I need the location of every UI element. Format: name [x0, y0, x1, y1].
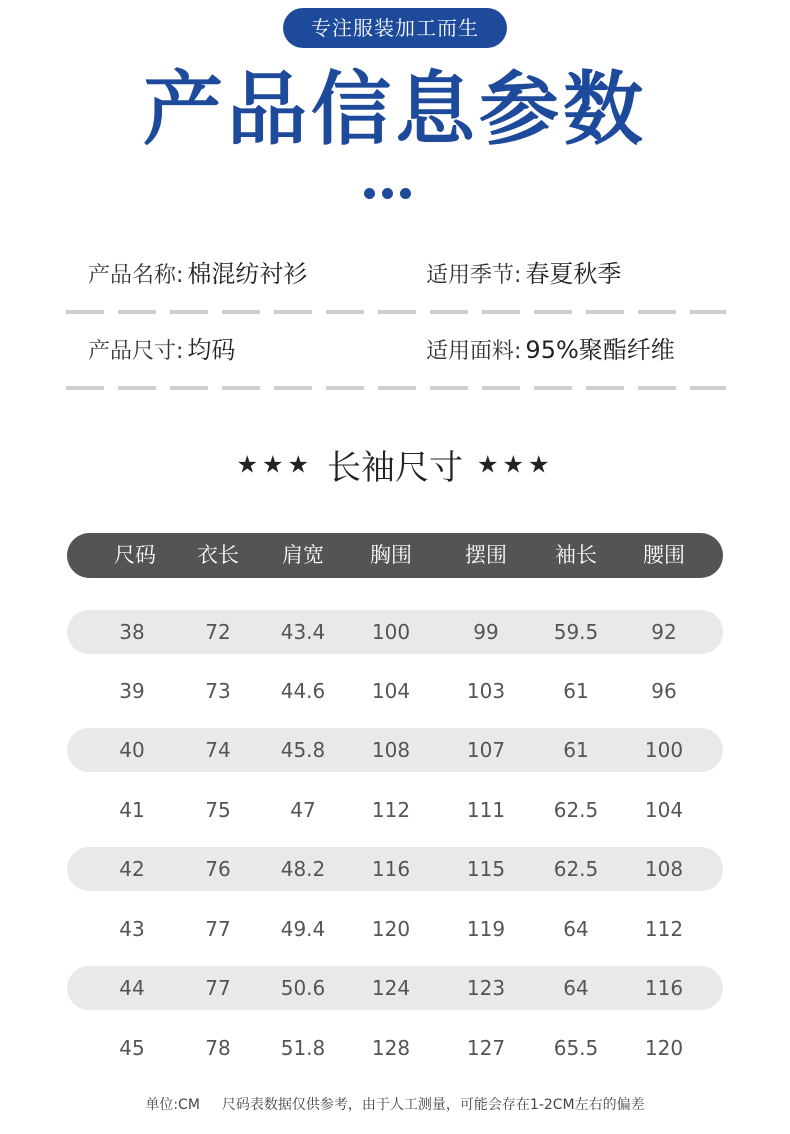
table-cell: 45.8	[280, 738, 326, 762]
product-size-field	[88, 320, 235, 380]
table-cell: 40	[119, 738, 145, 762]
table-cell: 77	[205, 917, 231, 941]
table-cell: 112	[371, 798, 411, 822]
table-cell: 64	[563, 976, 589, 1000]
table-row	[67, 728, 723, 772]
table-cell: 61	[563, 738, 589, 762]
dashed-divider	[66, 310, 726, 314]
season-label: 适用季节:	[426, 263, 522, 288]
header-shoulder: 肩宽	[282, 543, 324, 567]
table-cell: 127	[466, 1036, 506, 1060]
table-cell: 62.5	[553, 798, 599, 822]
table-row	[67, 966, 723, 1010]
table-cell: 47	[290, 798, 316, 822]
header-waist: 腰围	[643, 543, 685, 567]
star-icons-left: ★★★	[236, 450, 313, 479]
page-title: 产品信息参数	[143, 63, 647, 156]
product-name-label: 产品名称:	[88, 263, 184, 288]
disclaimer-note: 尺码表数据仅供参考，由于人工测量，可能会存在1-2CM左右的偏差	[221, 1097, 645, 1113]
section-title-text: 长袖尺寸	[327, 448, 463, 488]
table-cell: 64	[563, 917, 589, 941]
table-cell: 65.5	[553, 1036, 599, 1060]
table-cell: 107	[466, 738, 506, 762]
table-cell: 38	[119, 620, 145, 644]
section-heading	[0, 440, 790, 496]
table-cell: 41	[119, 798, 145, 822]
table-row	[67, 788, 723, 832]
table-cell: 75	[205, 798, 231, 822]
table-cell: 116	[371, 857, 411, 881]
table-cell: 39	[119, 679, 145, 703]
table-cell: 43.4	[280, 620, 326, 644]
table-cell: 100	[644, 738, 684, 762]
dot-icon	[382, 188, 393, 199]
header-hem: 摆围	[465, 543, 507, 567]
fabric-field	[426, 320, 675, 380]
table-row	[67, 907, 723, 951]
table-cell: 104	[371, 679, 411, 703]
table-cell: 120	[371, 917, 411, 941]
table-cell: 77	[205, 976, 231, 1000]
season-field	[426, 244, 621, 304]
table-cell: 49.4	[280, 917, 326, 941]
table-cell: 92	[651, 620, 677, 644]
table-row	[67, 669, 723, 713]
star-icons-right: ★★★	[477, 450, 554, 479]
table-cell: 59.5	[553, 620, 599, 644]
table-cell: 119	[466, 917, 506, 941]
fabric-value: 95%聚酯纤维	[525, 336, 675, 364]
table-cell: 108	[644, 857, 684, 881]
table-cell: 123	[466, 976, 506, 1000]
table-cell: 45	[119, 1036, 145, 1060]
table-cell: 115	[466, 857, 506, 881]
decorative-dots	[364, 188, 424, 202]
table-cell: 78	[205, 1036, 231, 1060]
unit-note: 单位:CM	[145, 1097, 200, 1113]
table-cell: 99	[473, 620, 499, 644]
product-name-value: 棉混纺衬衫	[187, 260, 308, 288]
product-name-field	[88, 244, 307, 304]
info-row-name-season	[66, 244, 726, 314]
header-length: 衣长	[197, 543, 239, 567]
header-sleeve: 袖长	[555, 543, 597, 567]
header-size: 尺码	[114, 543, 156, 567]
table-cell: 128	[371, 1036, 411, 1060]
table-cell: 111	[466, 798, 506, 822]
table-cell: 96	[651, 679, 677, 703]
table-cell: 44	[119, 976, 145, 1000]
table-row	[67, 847, 723, 891]
table-cell: 76	[205, 857, 231, 881]
header-chest: 胸围	[370, 543, 412, 567]
dot-icon	[400, 188, 411, 199]
product-size-value: 均码	[187, 336, 236, 364]
table-cell: 62.5	[553, 857, 599, 881]
table-cell: 100	[371, 620, 411, 644]
dashed-divider	[66, 386, 726, 390]
table-cell: 74	[205, 738, 231, 762]
table-cell: 43	[119, 917, 145, 941]
season-value: 春夏秋季	[525, 260, 622, 288]
table-cell: 42	[119, 857, 145, 881]
table-cell: 108	[371, 738, 411, 762]
table-row	[67, 1026, 723, 1070]
table-cell: 50.6	[280, 976, 326, 1000]
table-cell: 72	[205, 620, 231, 644]
table-cell: 48.2	[280, 857, 326, 881]
table-cell: 61	[563, 679, 589, 703]
table-cell: 104	[644, 798, 684, 822]
table-cell: 112	[644, 917, 684, 941]
brand-tagline-badge: 专注服装加工而生	[283, 8, 507, 48]
measurement-footnote	[0, 1094, 790, 1114]
info-row-size-fabric	[66, 320, 726, 390]
table-cell: 124	[371, 976, 411, 1000]
table-cell: 44.6	[280, 679, 326, 703]
table-cell: 116	[644, 976, 684, 1000]
table-header	[67, 533, 723, 578]
dot-icon	[364, 188, 375, 199]
table-cell: 73	[205, 679, 231, 703]
fabric-label: 适用面料:	[426, 339, 522, 364]
product-size-label: 产品尺寸:	[88, 339, 184, 364]
table-cell: 120	[644, 1036, 684, 1060]
table-cell: 103	[466, 679, 506, 703]
table-cell: 51.8	[280, 1036, 326, 1060]
table-row	[67, 610, 723, 654]
